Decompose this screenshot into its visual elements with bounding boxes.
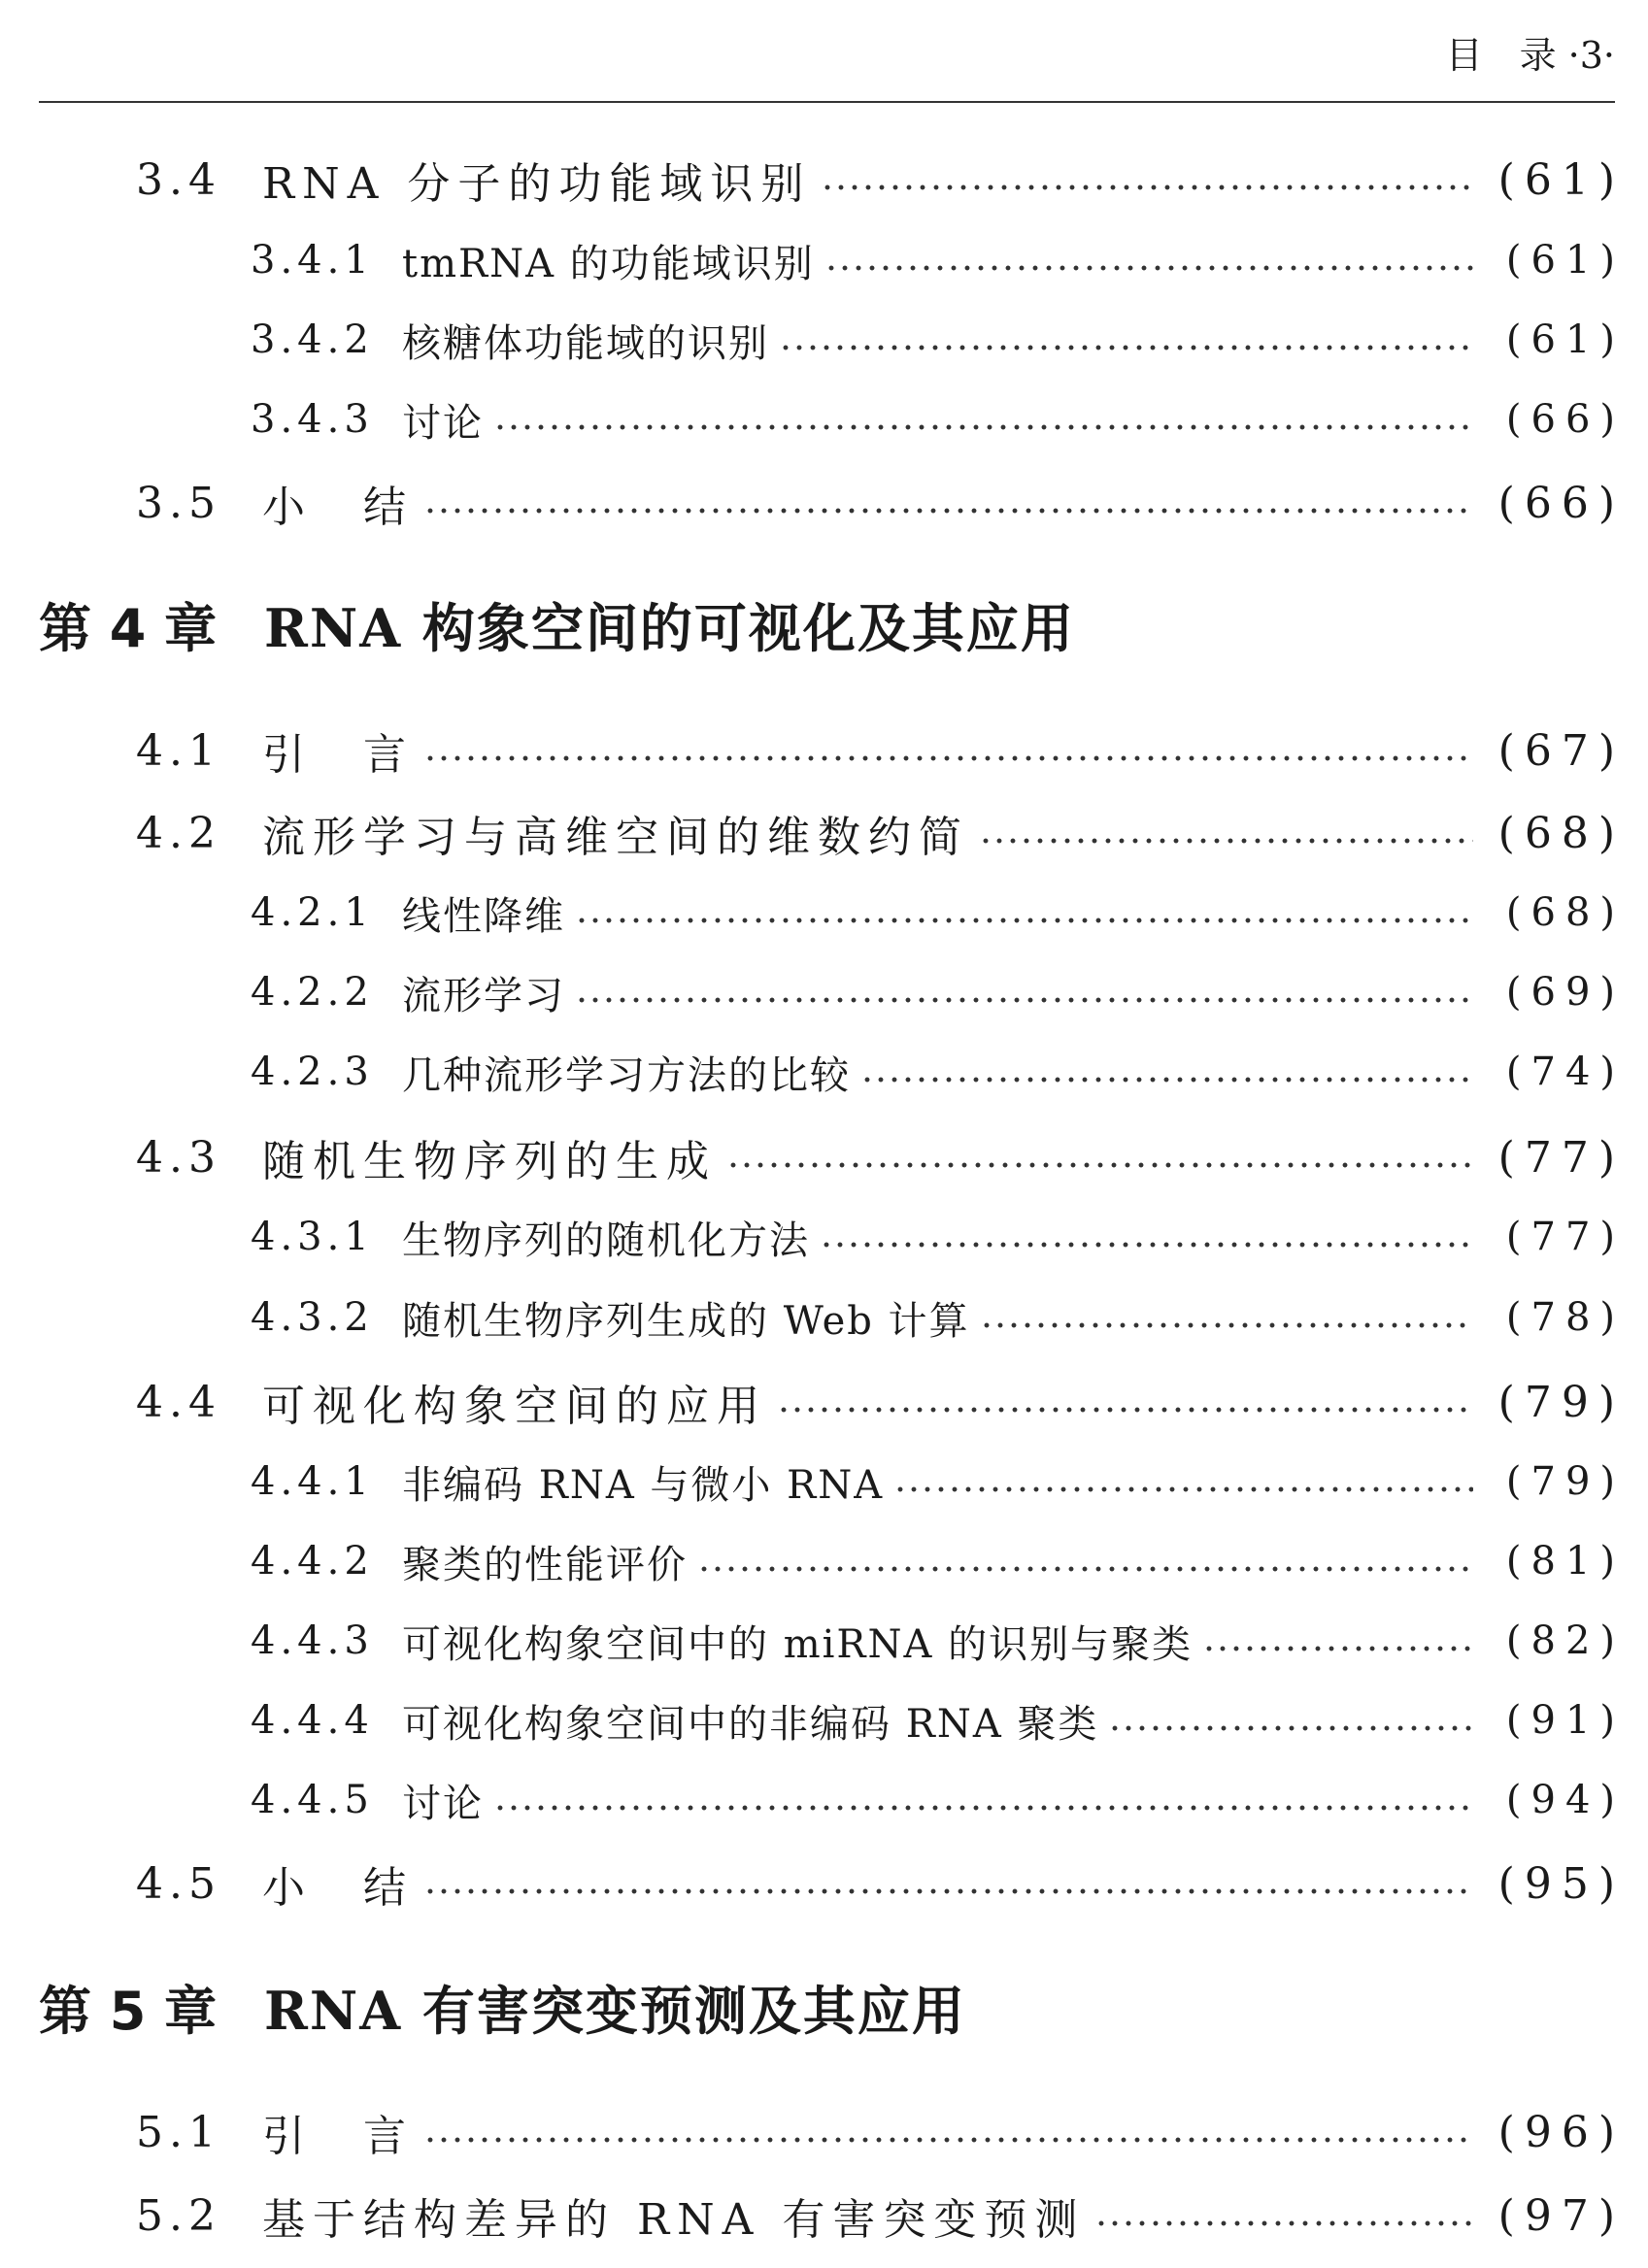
section-number: 3.4 xyxy=(136,154,221,205)
page-number: (96) xyxy=(1497,2107,1625,2157)
chapter-title: RNA 构象空间的可视化及其应用 xyxy=(264,596,1075,659)
page-number: (69) xyxy=(1505,970,1625,1015)
subsection-title: 线性降维 xyxy=(402,893,565,939)
dot-leader xyxy=(423,755,1473,761)
section-number: 5.2 xyxy=(136,2190,221,2241)
subsection-number: 4.4.2 xyxy=(251,1539,374,1584)
section-title: 引 言 xyxy=(262,2112,414,2161)
chapter-heading[interactable] xyxy=(39,1973,966,2041)
subsection-title: 几种流形学习方法的比较 xyxy=(402,1052,851,1098)
toc-entry-subsection[interactable] xyxy=(0,235,1648,285)
subsection-title: 非编码 RNA 与微小 RNA xyxy=(402,1462,885,1508)
dot-leader xyxy=(1094,2220,1473,2226)
subsection-number: 4.2.2 xyxy=(251,970,374,1015)
subsection-title: 讨论 xyxy=(402,400,484,446)
dot-leader xyxy=(979,838,1473,844)
toc-entry-section[interactable] xyxy=(0,723,1648,778)
page-number: (68) xyxy=(1505,890,1625,935)
page-number: (61) xyxy=(1505,317,1625,362)
dot-leader xyxy=(1108,1725,1473,1731)
page-number: (82) xyxy=(1505,1618,1625,1663)
page-number: (77) xyxy=(1497,1132,1625,1183)
toc-entry-subsection[interactable] xyxy=(0,1616,1648,1666)
toc-entry-subsection[interactable] xyxy=(0,1292,1648,1343)
dot-leader xyxy=(779,345,1473,350)
dot-leader xyxy=(423,1888,1473,1894)
page-number: (97) xyxy=(1497,2190,1625,2241)
toc-entry-subsection[interactable] xyxy=(0,967,1648,1017)
dot-leader xyxy=(423,508,1473,514)
section-number: 5.1 xyxy=(136,2107,221,2157)
page-number: (94) xyxy=(1505,1778,1625,1822)
subsection-number: 4.4.1 xyxy=(251,1459,374,1504)
toc-entry-section[interactable] xyxy=(0,806,1648,860)
dot-leader xyxy=(824,265,1473,271)
toc-entry-subsection[interactable] xyxy=(0,394,1648,445)
subsection-number: 4.2.1 xyxy=(251,890,374,935)
page-number: (79) xyxy=(1497,1377,1625,1427)
toc-entry-section[interactable] xyxy=(0,2105,1648,2159)
section-number: 4.4 xyxy=(136,1377,221,1427)
page-header xyxy=(0,0,1648,103)
header-rule xyxy=(39,101,1615,103)
subsection-number: 4.4.3 xyxy=(251,1618,374,1663)
page-number: (79) xyxy=(1505,1459,1625,1504)
page-number: (74) xyxy=(1505,1050,1625,1094)
subsection-title: tmRNA 的功能域识别 xyxy=(402,241,815,286)
page-number: (68) xyxy=(1497,808,1625,858)
dot-leader xyxy=(860,1077,1473,1083)
subsection-number: 3.4.2 xyxy=(251,317,374,362)
section-title: 引 言 xyxy=(262,730,414,780)
toc-entry-subsection[interactable] xyxy=(0,1536,1648,1586)
subsection-title: 讨论 xyxy=(402,1781,484,1826)
dot-leader xyxy=(493,1805,1473,1811)
subsection-title: 聚类的性能评价 xyxy=(402,1542,688,1587)
toc-entry-subsection[interactable] xyxy=(0,1695,1648,1746)
section-title: 小 结 xyxy=(262,1863,414,1913)
section-number: 4.3 xyxy=(136,1132,221,1183)
toc-entry-section[interactable] xyxy=(0,2188,1648,2243)
subsection-number: 3.4.3 xyxy=(251,397,374,442)
page-number: (81) xyxy=(1505,1539,1625,1584)
subsection-title: 生物序列的随机化方法 xyxy=(402,1217,810,1263)
subsection-title: 可视化构象空间中的非编码 RNA 聚类 xyxy=(402,1701,1099,1747)
page-number: (66) xyxy=(1505,397,1625,442)
toc-entry-section[interactable] xyxy=(0,1375,1648,1429)
section-title: 基于结构差异的 RNA 有害突变预测 xyxy=(262,2195,1086,2245)
section-number: 4.1 xyxy=(136,725,221,776)
subsection-number: 4.4.4 xyxy=(251,1698,374,1743)
chapter-title: RNA 有害突变预测及其应用 xyxy=(264,1979,966,2042)
toc-entry-section[interactable] xyxy=(0,152,1648,207)
subsection-number: 4.3.1 xyxy=(251,1215,374,1259)
toc-entry-subsection[interactable] xyxy=(0,1047,1648,1097)
chapter-heading[interactable] xyxy=(39,590,1075,658)
toc-entry-section[interactable] xyxy=(0,1130,1648,1184)
toc-entry-section[interactable] xyxy=(0,476,1648,530)
subsection-title: 随机生物序列生成的 Web 计算 xyxy=(402,1298,970,1344)
section-title: 可视化构象空间的应用 xyxy=(262,1382,767,1431)
section-title: RNA 分子的功能域识别 xyxy=(262,159,812,209)
section-title: 流形学习与高维空间的维数约简 xyxy=(262,813,969,862)
page-number: (91) xyxy=(1505,1698,1625,1743)
running-title: 目 录 ·3· xyxy=(1445,34,1615,77)
section-number: 4.2 xyxy=(136,808,221,858)
dot-leader xyxy=(821,184,1473,190)
subsection-number: 3.4.1 xyxy=(251,238,374,283)
dot-leader xyxy=(1202,1646,1473,1651)
toc-entry-subsection[interactable] xyxy=(0,1456,1648,1507)
dot-leader xyxy=(697,1566,1473,1572)
toc-entry-subsection[interactable] xyxy=(0,1212,1648,1262)
toc-entry-section[interactable] xyxy=(0,1856,1648,1911)
toc-entry-subsection[interactable] xyxy=(0,887,1648,938)
dot-leader xyxy=(777,1407,1473,1413)
page-number: (78) xyxy=(1505,1295,1625,1340)
dot-leader xyxy=(493,424,1473,430)
section-title: 小 结 xyxy=(262,483,414,532)
chapter-label: 第 4 章 xyxy=(39,597,218,659)
chapter-label: 第 5 章 xyxy=(39,1980,218,2042)
section-title: 随机生物序列的生成 xyxy=(262,1137,717,1186)
dot-leader xyxy=(893,1486,1473,1492)
page-number: (95) xyxy=(1497,1858,1625,1909)
section-number: 3.5 xyxy=(136,478,221,528)
page-number: (61) xyxy=(1497,154,1625,205)
page-number: (66) xyxy=(1497,478,1625,528)
subsection-number: 4.2.3 xyxy=(251,1050,374,1094)
subsection-number: 4.4.5 xyxy=(251,1778,374,1822)
subsection-title: 可视化构象空间中的 miRNA 的识别与聚类 xyxy=(402,1621,1194,1667)
subsection-number: 4.3.2 xyxy=(251,1295,374,1340)
page-number: (67) xyxy=(1497,725,1625,776)
dot-leader xyxy=(575,917,1473,923)
section-number: 4.5 xyxy=(136,1858,221,1909)
dot-leader xyxy=(423,2137,1473,2143)
dot-leader xyxy=(820,1242,1473,1248)
subsection-title: 流形学习 xyxy=(402,973,565,1018)
page-number: (77) xyxy=(1505,1215,1625,1259)
dot-leader xyxy=(726,1162,1473,1168)
dot-leader xyxy=(980,1322,1473,1328)
page-number: (61) xyxy=(1505,238,1625,283)
subsection-title: 核糖体功能域的识别 xyxy=(402,320,769,366)
dot-leader xyxy=(575,997,1473,1003)
toc-entry-subsection[interactable] xyxy=(0,315,1648,365)
toc-entry-subsection[interactable] xyxy=(0,1775,1648,1825)
